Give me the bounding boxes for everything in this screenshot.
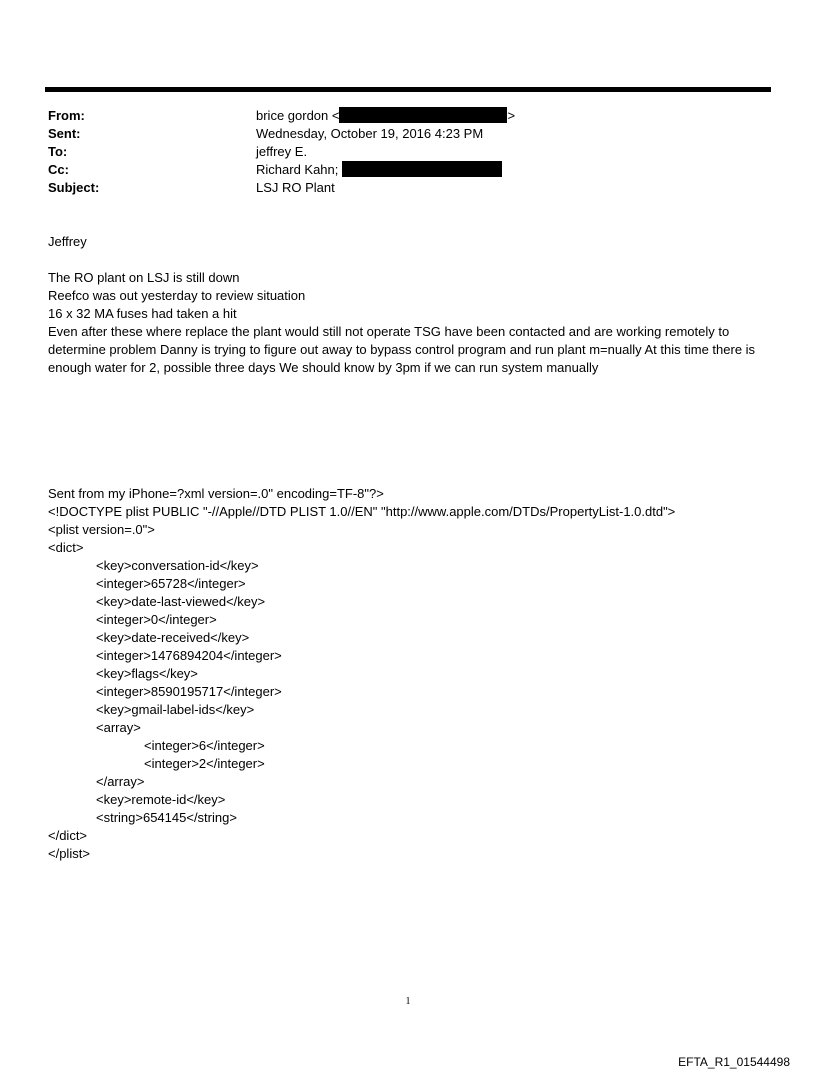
from-name: brice gordon < [256, 108, 340, 123]
plist-line: <integer>8590195717</integer> [96, 684, 282, 699]
sent-label: Sent: [48, 126, 81, 141]
to-label: To: [48, 144, 68, 159]
cc-value [256, 161, 502, 179]
header-divider [45, 87, 771, 92]
plist-line: <string>654145</string> [96, 810, 237, 825]
plist-line: <array> [96, 720, 141, 735]
plist-line: <integer>65728</integer> [96, 576, 246, 591]
from-close: > [507, 108, 516, 123]
cc-label: Cc: [48, 162, 69, 177]
subject-label: Subject: [48, 180, 100, 195]
plist-line: <key>date-received</key> [96, 630, 250, 645]
plist-line: </plist> [48, 846, 90, 861]
greeting: Jeffrey [48, 234, 87, 249]
body-paragraph: Even after these where replace the plant would still not operate TSG have been contacted and are working remotely to determine problem Danny is trying to figure out away to bypass control program and run plant m=nually At this time there is enough water for 2, possible three days We should know by 3pm if we can run system manually [48, 324, 756, 375]
plist-line: <key>conversation-id</key> [96, 558, 259, 573]
plist-line: <dict> [48, 540, 84, 555]
from-value [256, 107, 515, 125]
body-line: The RO plant on LSJ is still down [48, 270, 240, 285]
plist-line: <integer>1476894204</integer> [96, 648, 282, 663]
body-line: 16 x 32 MA fuses had taken a hit [48, 306, 237, 321]
body-line: Reefco was out yesterday to review situation [48, 288, 306, 303]
plist-line: <key>date-last-viewed</key> [96, 594, 266, 609]
plist-line: <key>flags</key> [96, 666, 198, 681]
sent-value: Wednesday, October 19, 2016 4:23 PM [256, 126, 484, 141]
cc-names: Richard Kahn; [256, 162, 339, 177]
subject-value: LSJ RO Plant [256, 180, 335, 195]
plist-line: </array> [96, 774, 145, 789]
from-label: From: [48, 108, 85, 123]
plist-line: <key>remote-id</key> [96, 792, 226, 807]
plist-line: </dict> [48, 828, 88, 843]
redaction-box [342, 161, 502, 177]
page-number: 1 [405, 996, 411, 1007]
to-value: jeffrey E. [256, 144, 308, 159]
plist-line: <integer>2</integer> [144, 756, 265, 771]
plist-line: <!DOCTYPE plist PUBLIC "-//Apple//DTD PLIST 1.0//EN" "http://www.apple.com/DTDs/PropertyList-1.0.dtd"> [48, 504, 676, 519]
document-stamp: EFTA_R1_01544498 [678, 1055, 790, 1069]
plist-line: <integer>0</integer> [96, 612, 217, 627]
plist-line: Sent from my iPhone=?xml version=.0" encoding=TF-8"?> [48, 486, 384, 501]
redaction-box [339, 107, 507, 123]
plist-line: <integer>6</integer> [144, 738, 265, 753]
plist-line: <plist version=.0"> [48, 522, 155, 537]
plist-line: <key>gmail-label-ids</key> [96, 702, 255, 717]
